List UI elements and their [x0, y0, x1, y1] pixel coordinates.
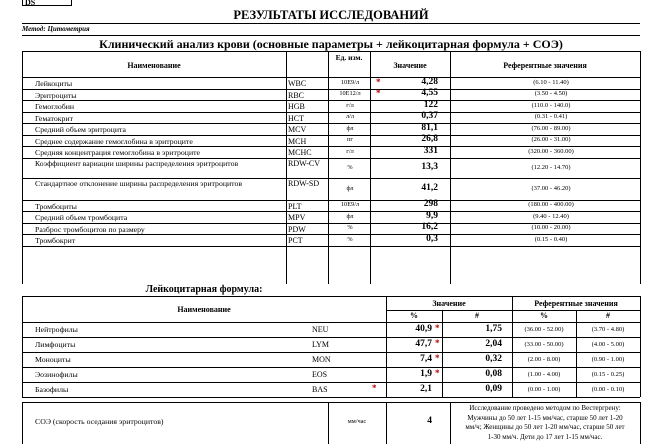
leuko-ref-header-abs: #	[606, 311, 610, 320]
test-unit: 10E12/л	[339, 90, 361, 98]
test-value: 13,3	[421, 161, 438, 172]
cell-abs: 0,32	[485, 354, 502, 364]
test-unit: л/л	[345, 113, 355, 121]
test-unit: 10E9/л	[340, 201, 360, 209]
test-code: RBC	[288, 90, 305, 100]
test-code: MCV	[288, 125, 307, 134]
divider	[22, 35, 640, 36]
test-name: Коэффициент вариации ширины распределения эритроцитов	[35, 158, 239, 168]
test-code: WBC	[288, 79, 307, 88]
cell-pct: 40,9	[415, 324, 432, 334]
abnormal-flag: *	[376, 88, 381, 99]
cell-code: BAS	[312, 385, 328, 394]
cell-code: NEU	[312, 325, 329, 334]
cell-abs: 0,09	[485, 384, 502, 394]
esr-note-line: 1-30 мм/ч. Дети до 17 лет 1-15 мм/час.	[487, 432, 603, 441]
esr-note-line: Мужчины до 50 лет 1-15 мм/час, старше 50 лет 1-20	[467, 413, 623, 422]
table-rule	[22, 337, 640, 338]
test-name: Гематокрит	[35, 113, 73, 123]
test-name: Лейкоциты	[35, 79, 73, 88]
test-code: HGB	[288, 102, 305, 111]
leuko-ref-header-pct: %	[540, 311, 548, 320]
cell-name: Лимфоциты	[35, 340, 76, 349]
test-name: Средний объем тромбоцита	[35, 213, 128, 222]
cell-ref-abs: (3.70 - 4.80)	[591, 326, 625, 333]
table-rule	[576, 310, 577, 397]
test-unit: %	[347, 163, 353, 171]
table-rule	[640, 296, 641, 397]
test-reference: (10.00 - 20.00)	[531, 224, 571, 232]
test-value: 0,37	[421, 111, 438, 122]
cell-name: Эозинофилы	[35, 370, 78, 379]
esr-value: 4	[427, 416, 432, 426]
analysis-title: Клинический анализ крови (основные параметры + лейкоцитарная формула + СОЭ)	[99, 37, 563, 51]
table-rule	[450, 51, 451, 284]
table-rule	[22, 246, 640, 247]
esr-note-line: Исследование проведено методом по Вестергрену:	[469, 404, 621, 412]
test-value: 0,3	[426, 233, 438, 244]
test-value: 16,2	[421, 222, 438, 233]
table-rule	[22, 352, 640, 353]
table-rule	[22, 402, 23, 444]
cell-abs: 0,08	[485, 369, 502, 379]
test-value: 41,2	[421, 182, 438, 193]
cell-ref-pct: (33.00 - 50.00)	[524, 341, 564, 348]
test-code: PLT	[288, 201, 302, 211]
table-rule	[22, 402, 640, 403]
test-reference: (6.10 - 11.40)	[533, 78, 569, 86]
header-name: Наименование	[127, 61, 181, 70]
test-code: HCT	[288, 113, 304, 123]
cell-abs: 2,04	[485, 339, 502, 349]
cell-code: LYM	[312, 340, 329, 349]
header-value: Значение	[393, 61, 427, 70]
test-name: Тромбокрит	[35, 236, 76, 245]
cell-ref-abs: (4.00 - 5.00)	[591, 341, 625, 348]
ds-label: DS	[22, 0, 72, 6]
test-reference: (26.00 - 31.00)	[531, 136, 571, 144]
leuko-title: Лейкоцитарная формула:	[145, 284, 263, 295]
table-rule	[22, 322, 640, 323]
test-value: 4,28	[421, 76, 438, 87]
cell-ref-pct: (2.00 - 8.00)	[527, 356, 561, 363]
abnormal-flag: *	[435, 323, 440, 333]
leuko-header-name: Наименование	[177, 305, 231, 314]
test-reference: (180.00 - 400.00)	[528, 201, 574, 209]
table-rule	[286, 51, 287, 284]
test-code: PCT	[288, 236, 303, 245]
test-unit: %	[347, 224, 353, 232]
cell-name: Моноциты	[35, 355, 71, 364]
cell-abs: 1,75	[485, 324, 502, 334]
cell-pct: 2,1	[420, 384, 432, 394]
table-rule	[22, 382, 640, 383]
test-unit: г/л	[346, 147, 354, 155]
table-rule	[22, 51, 23, 284]
test-value: 122	[423, 99, 438, 110]
leuko-header-abs: #	[475, 311, 479, 320]
cell-code: MON	[312, 355, 331, 364]
test-reference: (9.40 - 12.40)	[533, 212, 569, 220]
abnormal-flag: *	[435, 353, 440, 363]
test-unit: фл	[346, 124, 354, 132]
test-code: RDW-CV	[288, 158, 320, 168]
header-reference: Референтные значения	[503, 61, 587, 70]
cell-pct: 47,7	[415, 339, 432, 349]
divider	[22, 23, 640, 24]
test-unit: фл	[346, 212, 354, 220]
leuko-header-reference: Референтные значения	[534, 299, 618, 308]
test-code: MPV	[288, 213, 306, 222]
test-name: Тромбоциты	[35, 201, 77, 211]
cell-ref-pct: (1.00 - 4.00)	[527, 371, 561, 378]
test-reference: (76.00 - 89.00)	[531, 124, 571, 132]
test-value: 298	[423, 199, 438, 210]
esr-unit: мм/час	[347, 418, 367, 425]
abnormal-flag: *	[376, 76, 381, 87]
cell-name: Нейтрофилы	[35, 325, 78, 334]
report-title: РЕЗУЛЬТАТЫ ИССЛЕДОВАНИЙ	[233, 8, 429, 22]
cell-ref-abs: (0.15 - 0.25)	[591, 371, 625, 378]
test-unit: пг	[347, 136, 353, 144]
test-reference: (37.00 - 46.20)	[531, 184, 571, 192]
test-unit: г/л	[346, 101, 354, 109]
test-value: 26,8	[421, 134, 438, 145]
test-reference: (0.15 - 0.40)	[534, 235, 568, 243]
esr-name: СОЭ (скорость оседания эритроцитов)	[35, 417, 164, 426]
test-name: Эритроциты	[35, 90, 77, 100]
test-unit: фл	[346, 184, 354, 192]
abnormal-flag: *	[372, 383, 377, 393]
test-code: MCH	[288, 136, 307, 146]
test-unit: 10E9/л	[340, 78, 360, 86]
cell-ref-abs: (0.90 - 1.00)	[591, 356, 625, 363]
cell-pct: 1,9	[420, 369, 432, 379]
test-name: Средняя концентрация гемоглобина в эритроците	[35, 148, 200, 157]
table-rule	[640, 402, 641, 444]
cell-pct: 7,4	[420, 354, 432, 364]
test-value: 9,9	[426, 210, 438, 221]
test-code: MCHC	[288, 148, 312, 157]
cell-ref-pct: (36.00 - 52.00)	[524, 326, 564, 333]
test-name: Средний объем эритроцита	[35, 125, 126, 134]
table-rule	[640, 51, 641, 284]
test-name: Стандартное отклонение ширины распределения эритроцитов	[35, 178, 243, 188]
lab-report-page	[22, 0, 640, 444]
test-reference: (320.00 - 360.00)	[528, 147, 574, 155]
test-name: Гемоглобин	[35, 102, 75, 111]
leuko-header-value: Значение	[432, 299, 466, 308]
table-rule	[22, 296, 640, 297]
header-unit: Ед. изм.	[335, 53, 363, 62]
leuko-header-pct: %	[410, 311, 418, 320]
test-name: Среднее содержание гемоглобина в эритроците	[35, 136, 193, 146]
test-value: 331	[423, 145, 438, 156]
test-reference: (0.31 - 0.41)	[534, 113, 568, 121]
method-label: Метод: Цитометрия	[22, 25, 90, 33]
cell-name: Базофилы	[35, 385, 69, 394]
test-code: PDW	[288, 224, 306, 234]
test-reference: (110.0 - 140.0)	[531, 101, 571, 109]
test-reference: (12.20 - 14.70)	[531, 163, 571, 171]
table-rule	[22, 397, 640, 398]
abnormal-flag: *	[435, 368, 440, 378]
cell-ref-pct: (0.00 - 1.00)	[527, 386, 561, 393]
esr-note-line: мм/ч; Женщины до 50 лет 1-20 мм/час, старше 50 лет	[465, 423, 625, 431]
test-unit: %	[347, 235, 353, 243]
abnormal-flag: *	[435, 338, 440, 348]
table-rule	[22, 51, 640, 52]
test-code: RDW-SD	[288, 178, 320, 188]
test-value: 4,55	[421, 88, 438, 99]
cell-code: EOS	[312, 370, 328, 379]
table-rule	[22, 367, 640, 368]
test-reference: (3.50 - 4.50)	[534, 90, 568, 98]
test-name: Разброс тромбоцитов по размеру	[35, 224, 145, 234]
cell-ref-abs: (0.00 - 0.10)	[591, 386, 625, 393]
test-value: 81,1	[421, 122, 438, 133]
